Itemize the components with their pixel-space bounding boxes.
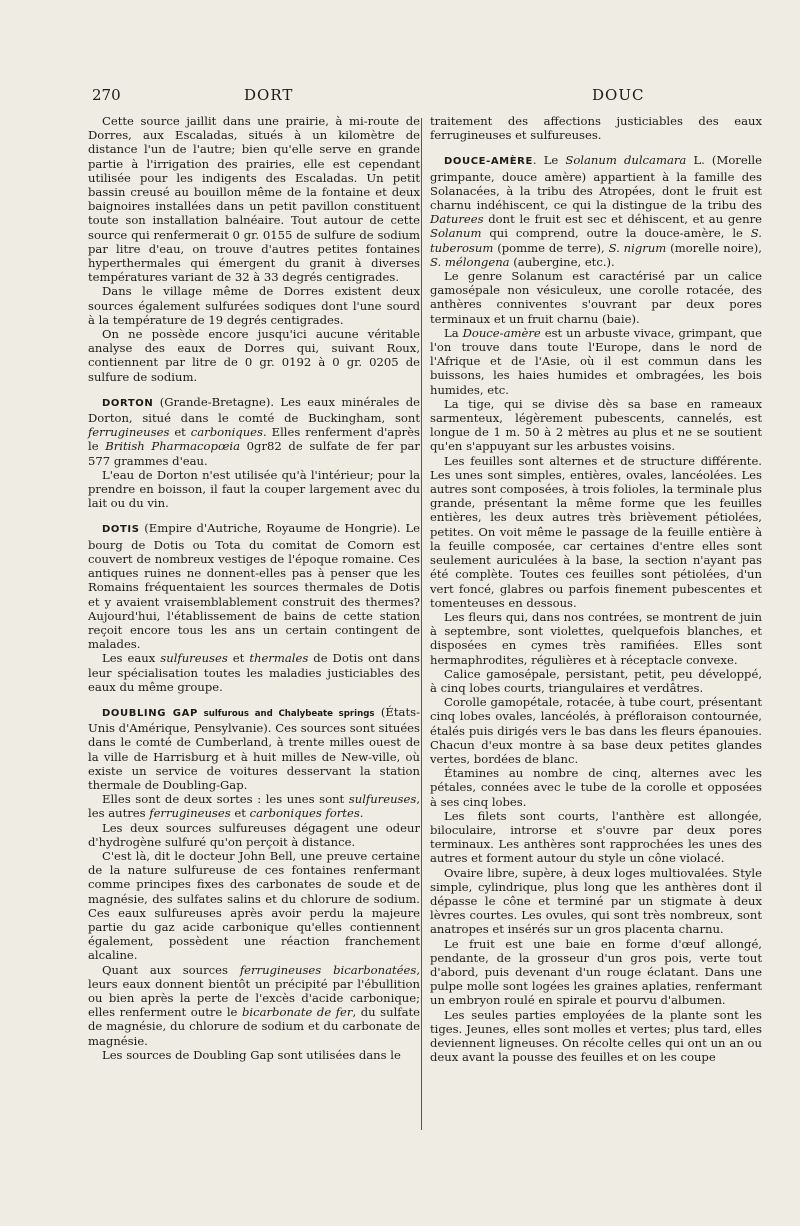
- fleurs-paragraph: Les fleurs qui, dans nos contrées, se montrent de juin à septembre, sont violettes, quelquefois blanches, et disposées en cymes très ramifiées. Elles sont hermaphrodites, régulières et à réceptacle convexe.: [430, 609, 762, 667]
- parties-paragraph: Les seules parties employées de la plante sont les tiges. Jeunes, elles sont molles et vertes; plus tard, elles deviennent ligneuses. On récolte celles qui ont un an ou deux avant la pousse des feuilles et on les coupe: [430, 1007, 762, 1065]
- calice-paragraph: Calice gamosépale, persistant, petit, peu développé, à cinq lobes courts, triangulaires et verdâtres.: [430, 666, 762, 695]
- continuation-paragraph: traitement des affections justiciables des eaux ferrugineuses et sulfureuses.: [430, 114, 762, 143]
- entry-dotis: DOTIS (Empire d'Autriche, Royaume de Hongrie). Le bourg de Dotis ou Tota du comitat de Comorn est couvert de nombreux vestiges de l'époque romaine. Ces antiques ruines ne donnent-elles pas à penser que les Romains fréquentaient les sources thermales de Dotis et y avaient vraisemblablement construit des thermes? Aujourd'hui, l'établissement de bains de cette station reçoit encore tous les ans un certain contingent de malades.: [88, 521, 420, 652]
- etamines-paragraph: Étamines au nombre de cinq, alternes avec les pétales, connées avec le tube de la corolle et opposées à ses cinq lobes.: [430, 766, 762, 809]
- genre-paragraph: Le genre Solanum est caractérisé par un calice gamosépale non vésiculeux, une corolle rotacée, des anthères conniventes s'ouvrant par deux pores terminaux et un fruit charnu (baie).: [430, 269, 762, 326]
- corolle-paragraph: Corolle gamopétale, rotacée, à tube court, présentant cinq lobes ovales, lancéolés, à préfloraison contournée, étalés puis dirigés vers le bas dans les fleurs épanouies. Chacun d'eux montre à sa base deux petites glandes vertes, bordées de blanc.: [430, 695, 762, 766]
- entry-doubling-gap: DOUBLING GAP sulfurous and Chalybeate springs (États-Unis d'Amérique, Pensylvanie). Ces sources sont situées dans le comté de Cumberland, à trente milles ouest de la ville de Harrisburg et à huit milles de New-ville, où existe un service de voitures desservant la station thermale de Doubling-Gap.: [88, 704, 420, 792]
- doubling-paragraph-6: Les sources de Doubling Gap sont utilisées dans le: [102, 1047, 401, 1062]
- dorres-paragraph-2: Dans le village même de Dorres existent deux sources également sulfurées sodiques dont l'une sourd à la température de 19 degrés centigrades.: [88, 284, 420, 327]
- left-running-title: DORT: [244, 86, 294, 104]
- page-number: 270: [92, 86, 121, 104]
- headword-dotis: DOTIS: [102, 524, 140, 536]
- doubling-paragraph-5: Quant aux sources ferrugineuses bicarbonatées, leurs eaux donnent bientôt un précipité par l'ébullition ou bien après la perte de l'excès d'acide carbonique; elles renferment outre le bicarbonate de fer, du sulfate de magnésie, du chlorure de sodium et du carbonate de magnésie.: [88, 962, 420, 1048]
- entry-dorton: DORTON (Grande-Bretagne). Les eaux minérales de Dorton, situé dans le comté de Buckingham, sont ferrugineuses et carboniques. Elles renferment d'après le British Pharmacopœia 0gr82 de sulfate de fer par 577 grammes d'eau.: [88, 394, 420, 468]
- doubling-gap-subhead: sulfurous and Chalybeate springs: [197, 708, 375, 719]
- entry-douce-amere: DOUCE-AMÈRE. Le Solanum dulcamara L. (Morelle grimpante, douce amère) appartient à la famille des Solanacées, à la tribu des Atropées, dont le fruit est charnu indéhiscent, ce qui la distingue de la tribu des Daturees dont le fruit est sec et déhiscent, et au genre Solanum qui comprend, outre la douce-amère, le S. tuberosum (pomme de terre), S. nigrum (morelle noire), S. mélongena (aubergine, etc.).: [430, 153, 762, 269]
- ovaire-paragraph: Ovaire libre, supère, à deux loges multiovalées. Style simple, cylindrique, plus long que les anthères dont il dépasse le cône et terminé par un stigmate à deux lèvres courtes. Les ovules, qui sont très nombreux, sont anatropes et insérés sur un gros placenta charnu.: [430, 865, 762, 937]
- dorres-paragraph-3: On ne possède encore jusqu'ici aucune véritable analyse des eaux de Dorres qui, suivant Roux, contiennent par litre de 0 gr. 0192 à 0 gr. 0205 de sulfure de sodium.: [88, 327, 420, 384]
- left-column: [88, 114, 420, 1062]
- right-column: [430, 114, 762, 1064]
- dotis-paragraph-2: Les eaux sulfureuses et thermales de Dotis ont dans leur spécialisation toutes les maladies justiciables des eaux du même groupe.: [88, 651, 420, 694]
- dorton-paragraph-2: L'eau de Dorton n'est utilisée qu'à l'intérieur; pour la prendre en boisson, il faut la couper largement avec du lait ou du vin.: [88, 467, 420, 511]
- doubling-paragraph-2: Elles sont de deux sortes : les unes sont sulfureuses, les autres ferrugineuses et carboniques fortes.: [88, 792, 420, 821]
- right-running-title: DOUC: [592, 86, 645, 104]
- doubling-paragraph-3: Les deux sources sulfureuses dégagent une odeur d'hydrogène sulfuré qu'on perçoit à distance.: [88, 820, 420, 849]
- douce-amere-paragraph: La Douce-amère est un arbuste vivace, grimpant, que l'on trouve dans toute l'Europe, dans le nord de l'Afrique et de l'Asie, où il est commun dans les buissons, les haies humides et ombragées, les bois humides, etc.: [430, 325, 762, 397]
- headword-dorton: DORTON: [102, 397, 154, 409]
- tige-paragraph: La tige, qui se divise dès sa base en rameaux sarmenteux, légèrement pubescents, cannelés, est longue de 1 m. 50 à 2 mètres au plus et ne se soutient qu'en s'appuyant sur les arbustes voisins.: [430, 396, 762, 454]
- running-head: [0, 86, 800, 108]
- doubling-paragraph-4: C'est là, dit le docteur John Bell, une preuve certaine de la nature sulfureuse de ces fontaines renfermant comme principes fixes des carbonates de soude et de magnésie, des sulfates salins et du chlorure de sodium. Ces eaux sulfureuses après avoir perdu la majeure partie du gaz acide carbonique qu'elles contiennent également, possèdent une réaction franchement alcaline.: [88, 848, 420, 963]
- fruit-paragraph: Le fruit est une baie en forme d'œuf allongé, pendante, de la grosseur d'un gros pois, verte tout d'abord, puis devenant d'un rouge éclatant. Dans une pulpe molle sont logées les graines aplaties, renfermant un embryon roulé en spirale et pourvu d'albumen.: [430, 936, 762, 1008]
- filets-paragraph: Les filets sont courts, l'anthère est allongée, biloculaire, introrse et s'ouvre par deux pores terminaux. Les anthères sont rapprochées les unes des autres et forment autour du style un cône violacé.: [430, 808, 762, 866]
- dorres-paragraph-1: Cette source jaillit dans une prairie, à mi-route de Dorres, aux Escaladas, situés à un kilomètre de distance l'un de l'autre; bien qu'elle serve en grande partie à l'irrigation des prairies, elle est cependant utilisée pour les indigents des Escaladas. Un petit bassin creusé au bouillon même de la fontaine et deux baignoires installées dans un petit pavillon constituent toute son installation balnéaire. Tout autour de cette source qui renfermerait 0 gr. 0155 de sulfure de sodium par litre d'eau, on trouve d'autres petites fontaines hyperthermales qui émergent du granit à diverses températures variant de 32 à 33 degrés centigrades.: [88, 114, 420, 285]
- feuilles-paragraph: Les feuilles sont alternes et de structure différente. Les unes sont simples, entières, ovales, lancéolées. Les autres sont composées, à trois folioles, la terminale plus grande, présentant la même forme que les feuilles entières, les deux autres très brièvement pétiolées, petites. On voit même le passage de la feuille entière à la feuille composée, car certaines d'entre elles sont seulement auriculées à la base, la section n'ayant pas été complète. Toutes ces feuilles sont pétiolées, d'un vert foncé, glabres ou parfois finement pubescentes et tomenteuses en dessous.: [430, 453, 762, 610]
- headword-douce-amere: DOUCE-AMÈRE: [444, 156, 533, 168]
- column-divider: [421, 118, 422, 1130]
- headword-doubling-gap: DOUBLING GAP: [102, 707, 198, 719]
